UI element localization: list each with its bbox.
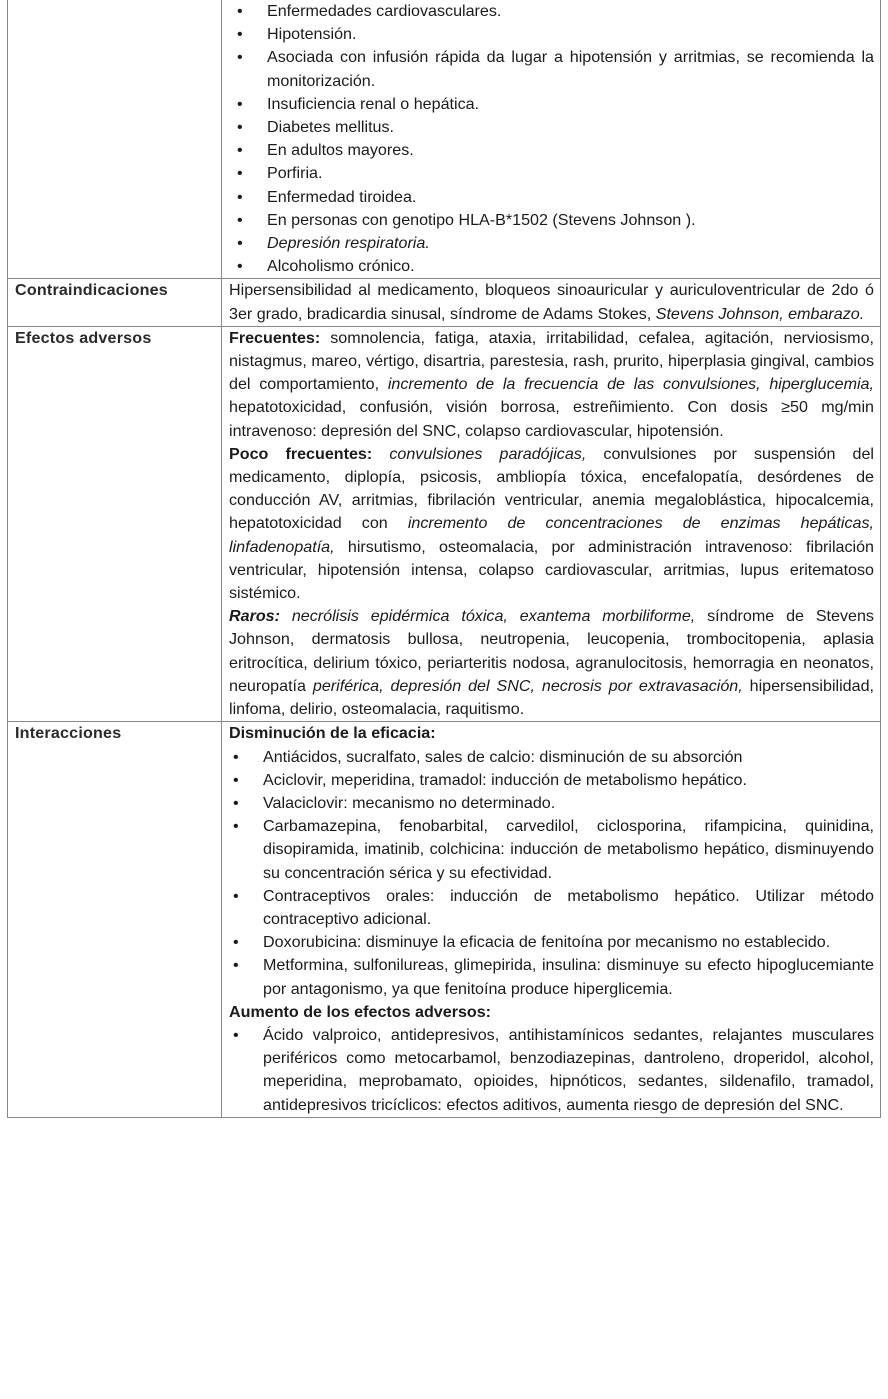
contraindicaciones-text bbox=[229, 279, 874, 325]
table-row-contraindicaciones bbox=[8, 279, 881, 326]
text-span: hepatotoxicidad, confusión, visión borrosa, estreñimiento. Con dosis ≥50 mg/min intravenoso: depresión del SNC, colapso cardiovascular, hipotensión. bbox=[229, 398, 874, 440]
row-label-efectos-adversos: Efectos adversos bbox=[8, 326, 222, 721]
list-item: • Depresión respiratoria. bbox=[229, 232, 874, 255]
row-content-contraindicaciones bbox=[222, 279, 881, 326]
list-item: • Insuficiencia renal o hepática. bbox=[229, 93, 874, 116]
list-item: • Hipotensión. bbox=[229, 23, 874, 46]
row-content-efectos-adversos bbox=[222, 326, 881, 721]
text-span: somnolencia, fatiga, ataxia, irritabilidad, cefalea, agitación, nerviosismo, nistagmus, mareo, vértigo, disartria, parestesia, rash, prurito, hiperplasia gingival, cambios del comportamiento, bbox=[229, 328, 874, 394]
drug-info-table bbox=[7, 0, 881, 1118]
precauciones-list bbox=[229, 0, 874, 278]
aumento-list bbox=[229, 1024, 874, 1117]
table-row-interacciones bbox=[8, 722, 881, 1117]
poco-frecuentes-paragraph bbox=[229, 443, 874, 605]
list-item: • Metformina, sulfonilureas, glimepirida, insulina: disminuye su efecto hipoglucemiante por antagonismo, ya que fenitoína produce hiperglicemia. bbox=[229, 954, 874, 1000]
list-item: • Carbamazepina, fenobarbital, carvedilol, ciclosporina, rifampicina, quinidina, disopiramida, imatinib, colchicina: inducción de metabolismo hepático, disminuyendo su concentración sérica y su efectividad. bbox=[229, 815, 874, 885]
list-item: • En adultos mayores. bbox=[229, 139, 874, 162]
disminucion-list bbox=[229, 746, 874, 1001]
text-span: Hipersensibilidad al medicamento, bloqueos sinoauricular y auriculoventricular de 2do ó 3er grado, bradicardia sinusal, síndrome de Adams Stokes, bbox=[229, 281, 874, 323]
raros-paragraph bbox=[229, 605, 874, 721]
row-label-contraindicaciones: Contraindicaciones bbox=[8, 279, 222, 326]
list-item: • Doxorubicina: disminuye la eficacia de fenitoína por mecanismo no establecido. bbox=[229, 931, 874, 954]
list-item: • Diabetes mellitus. bbox=[229, 116, 874, 139]
text-span: síndrome de Stevens Johnson, dermatosis bullosa, neutropenia, leucopenia, trombocitopenia, aplasia eritrocítica, delirium tóxico, periarteritis nodosa, agranulocitosis, hemorragia en neonatos, neuropatía bbox=[229, 607, 874, 695]
text-span: hipersensibilidad, linfoma, delirio, osteomalacia, raquitismo. bbox=[229, 676, 874, 719]
list-item: • En personas con genotipo HLA-B*1502 (Stevens Johnson ). bbox=[229, 209, 874, 232]
list-item: • Valaciclovir: mecanismo no determinado. bbox=[229, 792, 874, 815]
row-label-empty bbox=[8, 0, 222, 279]
raros-heading: Raros: bbox=[229, 607, 280, 626]
list-item: • Enfermedad tiroidea. bbox=[229, 186, 874, 209]
row-content-interacciones bbox=[222, 722, 881, 1117]
poco-frecuentes-heading: Poco frecuentes: bbox=[229, 444, 373, 463]
text-span-italic: Stevens Johnson, embarazo. bbox=[655, 304, 865, 323]
text-span-italic: convulsiones paradójicas, bbox=[372, 444, 587, 463]
row-label-interacciones: Interacciones bbox=[8, 722, 222, 1117]
row-content-precauciones bbox=[222, 0, 881, 279]
list-item: • Ácido valproico, antidepresivos, antihistamínicos sedantes, relajantes musculares periféricos como metocarbamol, benzodiazepinas, dantroleno, droperidol, alcohol, meperidina, meprobamato, opioides, hipnóticos, sedantes, sildenafilo, tramadol, antidepresivos tricíclicos: efectos aditivos, aumenta riesgo de depresión del SNC. bbox=[229, 1024, 874, 1117]
text-span-italic: incremento de concentraciones de enzimas hepáticas, linfadenopatía, bbox=[229, 514, 874, 556]
aumento-heading: Aumento de los efectos adversos: bbox=[229, 1002, 492, 1021]
table-row-efectos-adversos bbox=[8, 326, 881, 721]
text-span-italic: periférica, depresión del SNC, necrosis por extravasación, bbox=[312, 676, 743, 695]
list-item: • Alcoholismo crónico. bbox=[229, 255, 874, 278]
list-item: • Contraceptivos orales: inducción de metabolismo hepático. Utilizar método contraceptivo adicional. bbox=[229, 885, 874, 931]
text-span-italic: necrólisis epidérmica tóxica, exantema morbiliforme, bbox=[279, 607, 696, 626]
list-item: • Aciclovir, meperidina, tramadol: inducción de metabolismo hepático. bbox=[229, 769, 874, 792]
text-span: convulsiones por suspensión del medicamento, diplopía, psicosis, ambliopía tóxica, encefalopatía, desórdenes de conducción AV, arritmias, fibrilación ventricular, anemia megaloblástica, hipocalcemia, hepatotoxicidad con bbox=[229, 444, 875, 533]
list-item: • Antiácidos, sucralfato, sales de calcio: disminución de su absorción bbox=[229, 746, 874, 769]
disminucion-heading: Disminución de la eficacia: bbox=[229, 724, 436, 743]
frecuentes-paragraph bbox=[229, 327, 874, 443]
list-item: • Enfermedades cardiovasculares. bbox=[229, 0, 874, 23]
list-item: • Asociada con infusión rápida da lugar a hipotensión y arritmias, se recomienda la monitorización. bbox=[229, 46, 874, 92]
text-span-italic: incremento de la frecuencia de las convulsiones, hiperglucemia, bbox=[387, 375, 874, 394]
frecuentes-heading: Frecuentes: bbox=[229, 328, 321, 347]
list-item: • Porfiria. bbox=[229, 162, 874, 185]
text-span: hirsutismo, osteomalacia, por administración intravenoso: fibrilación ventricular, hipotensión intensa, colapso cardiovascular, arritmias, lupus eritematoso sistémico. bbox=[229, 537, 874, 603]
table-row-precauciones bbox=[8, 0, 881, 279]
